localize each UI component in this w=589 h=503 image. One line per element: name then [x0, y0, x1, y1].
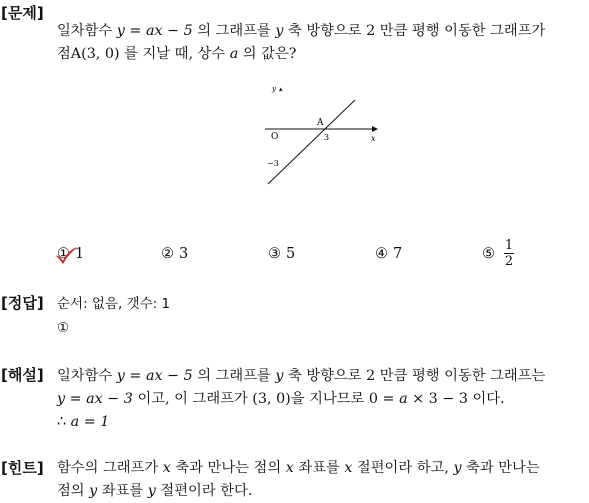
variable: y: [453, 460, 462, 476]
variable: y: [275, 23, 284, 39]
choice-value: 3: [179, 246, 189, 262]
choice-4[interactable]: [375, 246, 402, 262]
answer-line-1: 순서: 없음, 갯수: 1: [57, 296, 171, 312]
y-tick-label: −3: [267, 159, 279, 168]
answer-label: [정답]: [1, 294, 44, 312]
choice-value: 5: [286, 246, 296, 262]
choice-number: ①: [57, 246, 70, 262]
answer-line-2: ①: [57, 320, 70, 336]
text: 점의: [57, 483, 90, 499]
text: 절편이라 한다.: [155, 483, 253, 499]
choice-value: 7: [393, 246, 403, 262]
choice-number: ③: [268, 246, 281, 262]
graph-figure: [255, 80, 390, 190]
text: 일차함수: [57, 368, 117, 384]
text: 축과 만나는 점의: [170, 460, 286, 476]
equation: a = 1: [70, 414, 110, 430]
variable: y: [89, 483, 98, 499]
choice-5[interactable]: [482, 238, 514, 269]
text: 좌표를: [293, 460, 345, 476]
text: 좌표를: [97, 483, 148, 499]
text: 축과 만나는: [461, 460, 540, 476]
variable: x: [344, 460, 353, 476]
variable: x: [162, 460, 171, 476]
text: 이고, 이 그래프가 (3, 0)을 지나므로 0 =: [132, 391, 400, 407]
hint-line-2: [57, 480, 585, 503]
origin-label: O: [271, 132, 279, 142]
check-icon: [55, 247, 77, 265]
text: 의 값은?: [238, 46, 297, 62]
y-axis-arrow: ▴: [279, 85, 283, 93]
choice-number: ④: [375, 246, 388, 262]
variable: x: [285, 460, 294, 476]
explanation-line-2: [57, 388, 585, 411]
text: × 3 − 3 이다.: [407, 391, 505, 407]
variable: a: [229, 46, 239, 62]
choice-2[interactable]: [161, 246, 188, 262]
problem-label: [문제]: [1, 4, 44, 22]
variable: y: [147, 483, 156, 499]
equation: y = ax − 5: [116, 368, 193, 384]
hint-line-1: [57, 457, 585, 480]
text: 절편이라 하고,: [352, 460, 454, 476]
equation: y = ax − 5: [116, 23, 193, 39]
equation: y = ax − 3: [57, 391, 133, 407]
explanation-line-3: [57, 411, 585, 434]
choice-value: 1: [75, 246, 85, 262]
numerator: 1: [504, 238, 514, 253]
text: 의 그래프를: [192, 23, 276, 39]
text: 축 방향으로 2 만큼 평행 이동한 그래프는: [283, 368, 546, 384]
choice-number: ②: [161, 246, 174, 262]
y-axis-label: y: [272, 85, 276, 93]
text: 점A(3, 0) 를 지날 때, 상수: [57, 46, 230, 62]
problem-line-2: [57, 43, 585, 66]
text: 일차함수: [57, 23, 117, 39]
explanation-text: [57, 365, 585, 434]
choice-list: [55, 238, 585, 276]
explanation-line-1: [57, 365, 585, 388]
explanation-label: [해설]: [1, 366, 44, 384]
x-tick-label: 3: [324, 133, 330, 142]
fraction: [504, 238, 514, 269]
variable: y: [275, 368, 284, 384]
x-axis-label: x: [371, 134, 376, 143]
hint-text: [57, 457, 585, 503]
problem-line-1: [57, 20, 585, 43]
denominator: 2: [504, 254, 514, 269]
answer-text: [57, 292, 170, 340]
choice-3[interactable]: [268, 246, 295, 262]
point-label: A: [317, 118, 324, 128]
choice-number: ⑤: [482, 245, 495, 262]
hint-label: [힌트]: [1, 459, 44, 477]
text: 의 그래프를: [192, 368, 276, 384]
text: 함수의 그래프가: [57, 460, 163, 476]
therefore-symbol: ∴: [57, 414, 71, 430]
text: 축 방향으로 2 만큼 평행 이동한 그래프가: [283, 23, 546, 39]
problem-text: [57, 20, 585, 66]
variable: a: [399, 391, 408, 407]
graph-line: [268, 100, 355, 184]
